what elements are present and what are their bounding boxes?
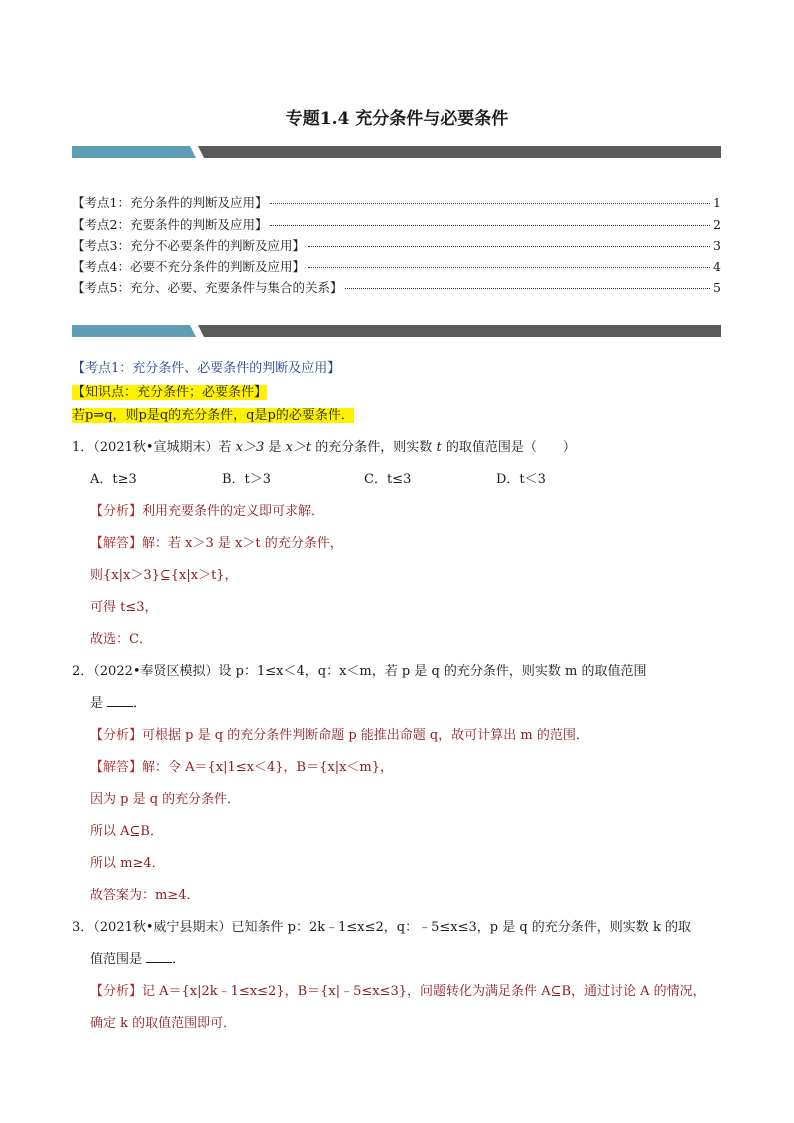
toc-label: 【考点2：充要条件的判断及应用】 <box>72 217 268 232</box>
q3-analysis-cont: 确定 k 的取值范围即可． <box>90 1016 237 1031</box>
knowledge-tag-text: 【知识点：充分条件；必要条件】 <box>72 385 268 400</box>
q2-analysis <box>90 724 589 743</box>
q3-stem2: 值范围是 <box>90 952 143 967</box>
toc-dots <box>308 246 710 247</box>
toc-label: 【考点4：必要不充分条件的判断及应用】 <box>72 259 305 274</box>
analysis-tag: 【分析】 <box>90 504 143 519</box>
q3-analysis <box>90 980 706 999</box>
q1-var: t <box>436 440 442 455</box>
knowledge-tag <box>72 381 267 400</box>
q1-answer-line-1 <box>90 532 343 551</box>
section-heading: 【考点1：充分条件、必要条件的判断及应用】 <box>72 361 341 376</box>
q1-suffix: 的充分条件，则实数 <box>315 440 433 455</box>
q1-cond1: x＞3 <box>235 440 265 455</box>
q1-answer-line-4: 故选：C． <box>90 632 152 647</box>
question-3-stem: 3．（2021秋•威宁县期末）已知条件 p：2k﹣1≤x≤2，q：﹣5≤x≤3，p 是 q 的充分条件，则实数 k 的取 <box>72 920 691 935</box>
q2-answer-line-4: 所以 m≥4． <box>90 856 165 871</box>
answer-blank[interactable] <box>146 952 172 963</box>
toc-page: 5 <box>713 280 721 295</box>
toc-page: 1 <box>713 195 721 210</box>
option-d[interactable]: D．t＜3 <box>496 472 546 487</box>
q1-answer-line-3: 可得 t≤3， <box>90 600 158 615</box>
answer-tag: 【解答】 <box>90 760 143 775</box>
question-2-stem: 2．（2022•奉贤区模拟）设 p：1≤x＜4，q：x＜m，若 p 是 q 的充分条件，则实数 m 的取值范围 <box>72 664 647 679</box>
q1-cond2: x＞t <box>285 440 312 455</box>
analysis-text: 记 A＝{x|2k﹣1≤x≤2}，B＝{x|﹣5≤x≤3}，问题转化为满足条件 A⊆B，通过讨论 A 的情况， <box>142 984 706 999</box>
answer-tag: 【解答】 <box>90 536 143 551</box>
q1-prefix: 1．（2021秋•宣城期末）若 <box>72 440 232 455</box>
knowledge-text <box>72 404 354 423</box>
toc-item-3[interactable] <box>72 236 721 254</box>
section-divider-bar <box>72 146 721 158</box>
toc-dots <box>345 288 710 289</box>
analysis-text: 利用充要条件的定义即可求解． <box>142 504 325 519</box>
toc-label: 【考点3：充分不必要条件的判断及应用】 <box>72 238 305 253</box>
toc-dots <box>270 225 710 226</box>
q1-end: 的取值范围是（ ） <box>445 440 576 455</box>
question-2-stem-cont <box>90 692 146 711</box>
toc-item-2[interactable] <box>72 215 721 233</box>
toc-page: 4 <box>713 259 721 274</box>
q2-stem2: 是 <box>90 696 104 711</box>
q1-analysis <box>90 500 324 519</box>
toc-label: 【考点5：充分、必要、充要条件与集合的关系】 <box>72 280 343 295</box>
analysis-text: 可根据 p 是 q 的充分条件判断命题 p 能推出命题 q，故可计算出 m 的范围． <box>142 728 589 743</box>
toc-dots <box>308 267 710 268</box>
answer-text: 解：令 A＝{x|1≤x＜4}，B＝{x|x＜m}， <box>142 760 394 775</box>
q1-answer-line-2: 则{x|x＞3}⊆{x|x＞t}， <box>90 568 238 583</box>
toc-item-5[interactable] <box>72 278 721 296</box>
question-3-stem-cont <box>90 948 185 967</box>
answer-text: 解：若 x＞3 是 x＞t 的充分条件， <box>142 536 343 551</box>
section-divider-bar <box>72 325 721 337</box>
q2-answer-line-5: 故答案为：m≥4． <box>90 888 200 903</box>
q1-mid: 是 <box>268 440 282 455</box>
q2-answer-line-2: 因为 p 是 q 的充分条件． <box>90 792 241 807</box>
toc-item-4[interactable] <box>72 257 721 275</box>
toc-item-1[interactable] <box>72 193 721 211</box>
option-a[interactable]: A．t≥3 <box>90 472 137 487</box>
toc-page: 2 <box>713 217 721 232</box>
analysis-tag: 【分析】 <box>90 728 143 743</box>
q3-stem2-end: ． <box>172 952 186 967</box>
toc-label: 【考点1：充分条件的判断及应用】 <box>72 195 268 210</box>
question-1-stem <box>72 436 576 455</box>
option-b[interactable]: B．t＞3 <box>222 472 272 487</box>
analysis-tag: 【分析】 <box>90 984 143 999</box>
page-title: 专题1.4 充分条件与必要条件 <box>285 109 509 129</box>
option-c[interactable]: C．t≤3 <box>364 472 412 487</box>
toc-dots <box>270 203 710 204</box>
q2-answer-line-3: 所以 A⊆B． <box>90 824 163 839</box>
toc-page: 3 <box>713 238 721 253</box>
q2-answer-line-1 <box>90 756 393 775</box>
q2-stem2-end: ． <box>133 696 147 711</box>
answer-blank[interactable] <box>107 696 133 707</box>
knowledge-text-content: 若p⇒q，则p是q的充分条件，q是p的必要条件． <box>72 408 354 423</box>
